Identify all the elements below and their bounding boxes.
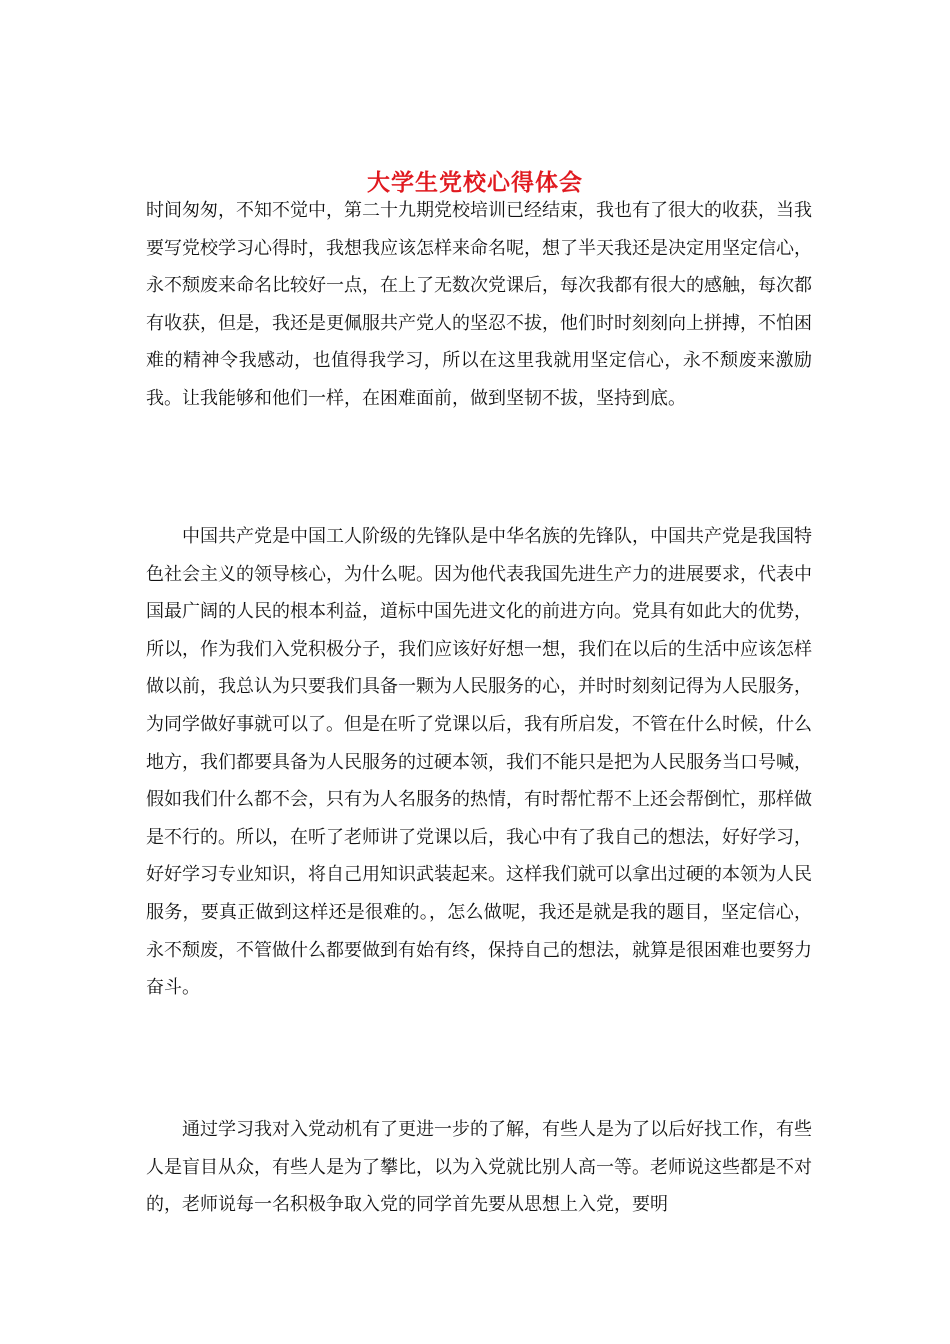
document-title: 大学生党校心得体会	[367, 169, 583, 197]
paragraph-1: 时间匆匆，不知不觉中，第二十九期党校培训已经结束，我也有了很大的收获，当我要写党校学习心得时，我想我应该怎样来命名呢，想了半天我还是决定用坚定信心，永不颓废来命名比较好一点，在上了无数次党课后，每次我都有很大的感触，每次都有收获，但是，我还是更佩服共产党人的坚忍不拔，他们时时刻刻向上拼搏，不怕困难的精神令我感动，也值得我学习，所以在这里我就用坚定信心，永不颓废来激励我。让我能够和他们一样，在困难面前，做到坚韧不拔，坚持到底。	[146, 200, 812, 409]
paragraph-2: 中国共产党是中国工人阶级的先锋队是中华名族的先锋队，中国共产党是我国特色社会主义的领导核心，为什么呢。因为他代表我国先进生产力的进展要求，代表中国最广阔的人民的根本利益，道标中国先进文化的前进方向。党具有如此大的优势，所以，作为我们入党积极分子，我们应该好好想一想，我们在以后的生活中应该怎样做以前，我总认为只要我们具备一颗为人民服务的心，并时时刻刻记得为人民服务，为同学做好事就可以了。但是在听了党课以后，我有所启发，不管在什么时候，什么地方，我们都要具备为人民服务的过硬本领，我们不能只是把为人民服务当口号喊，假如我们什么都不会，只有为人名服务的热情，有时帮忙帮不上还会帮倒忙，那样做是不行的。所以，在听了老师讲了党课以后，我心中有了我自己的想法，好好学习，好好学习专业知识，将自己用知识武装起来。这样我们就可以拿出过硬的本领为人民服务，要真正做到这样还是很难的。，怎么做呢，我还是就是我的题目，坚定信心，永不颓废，不管做什么都要做到有始有终，保持自己的想法，就算是很困难也要努力奋斗。	[146, 526, 812, 999]
paragraph-3: 通过学习我对入党动机有了更进一步的了解，有些人是为了以后好找工作，有些人是盲目从众，有些人是为了攀比，以为入党就比别人高一等。老师说这些都是不对的，老师说每一名积极争取入党的同学首先要从思想上入党，要明	[146, 1119, 812, 1216]
